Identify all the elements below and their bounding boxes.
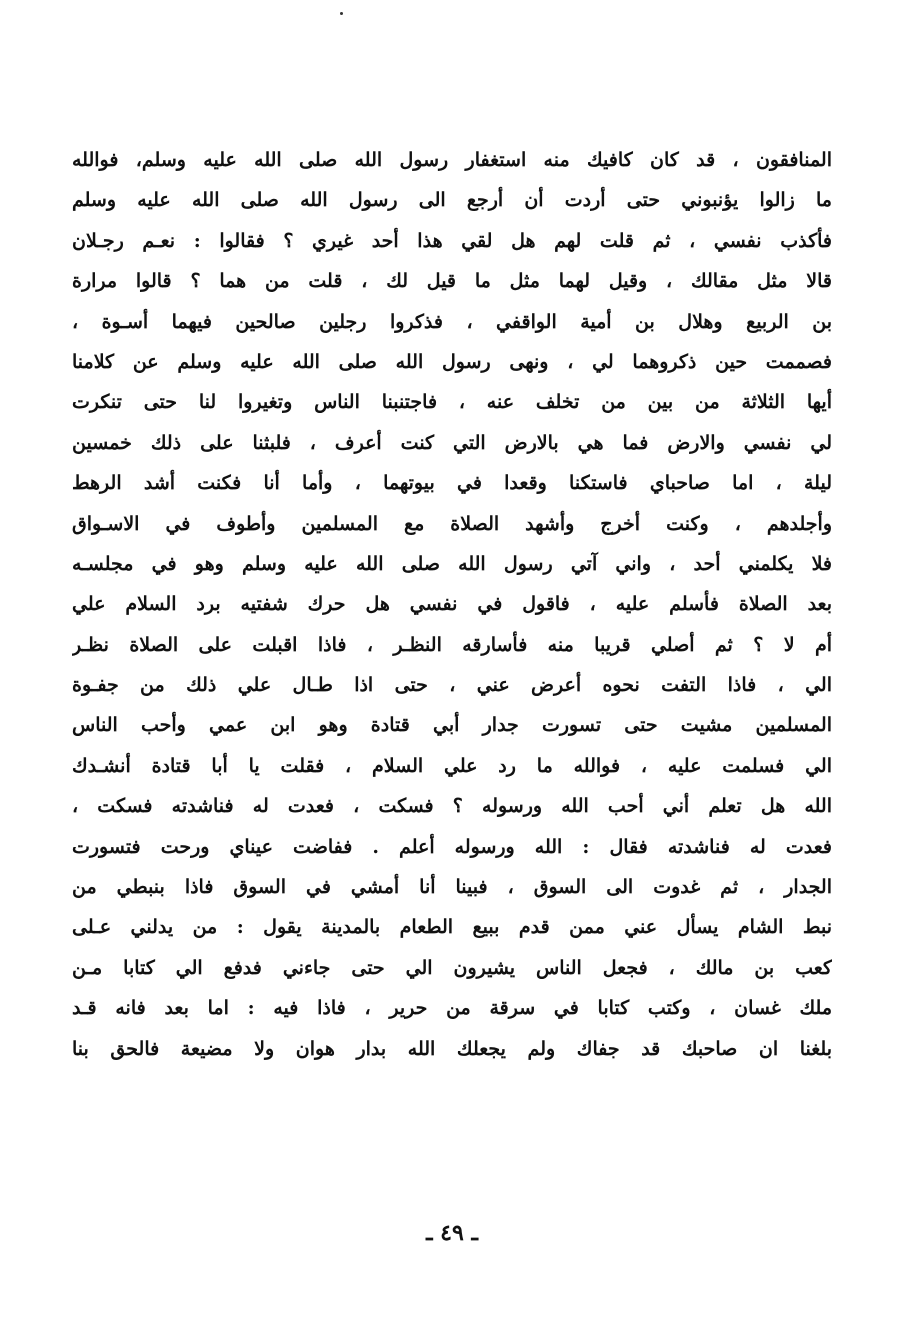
text-line: الجدار ، ثم غدوت الى السوق ، فبينا أنا أمشي في السوق فاذا بنبطي من (72, 876, 832, 899)
text-line: بعد الصلاة فأسلم عليه ، فاقول في نفسي هل حرك شفتيه برد السلام علي (72, 593, 832, 616)
text-line: أيها الثلاثة من بين من تخلف عنه ، فاجتنبنا الناس وتغيروا لنا حتى تنكرت (72, 391, 832, 414)
text-line: المسلمين مشيت حتى تسورت جدار أبي قتادة وهو ابن عمي وأحب الناس (72, 714, 832, 737)
text-line: وأجلدهم ، وكنت أخرج وأشهد الصلاة مع المسلمين وأطوف في الاسـواق (72, 512, 832, 535)
scan-speck (340, 12, 343, 15)
body-text (72, 140, 832, 1069)
text-line: نبط الشام يسأل عني ممن قدم ببيع الطعام بالمدينة يقول : من يدلني عـلى (72, 916, 832, 939)
text-line: كعب بن مالك ، فجعل الناس يشيرون الي حتى جاءني فدفع الي كتابا مـن (72, 956, 832, 979)
text-line: بن الربيع وهلال بن أمية الواقفي ، فذكروا رجلين صالحين فيهما أسـوة ، (72, 310, 832, 333)
text-line: ملك غسان ، وكتب كتابا في سرقة من حرير ، فاذا فيه : اما بعد فانه قـد (72, 997, 832, 1020)
text-line: أم لا ؟ ثم أصلي قريبا منه فأسارقه النظـر ، فاذا اقبلت على الصلاة نظـر (72, 633, 832, 656)
text-line: المنافقون ، قد كان كافيك منه استغفار رسول الله صلى الله عليه وسلم، فوالله (72, 149, 832, 171)
text-line: ليلة ، اما صاحباي فاستكنا وقعدا في بيوتهما ، وأما أنا فكنت أشد الرهط (72, 472, 832, 495)
text-line: الي ، فاذا التفت نحوه أعرض عني ، حتى اذا طـال علي ذلك من جفـوة (72, 674, 832, 697)
text-line: الي فسلمت عليه ، فوالله ما رد علي السلام ، فقلت يا أبا قتادة أنشـدك (72, 754, 832, 777)
text-line: فأكذب نفسي ، ثم قلت لهم هل لقي هذا أحد غيري ؟ فقالوا : نعـم رجـلان (72, 229, 832, 252)
text-line: قالا مثل مقالك ، وقيل لهما مثل ما قيل لك ، قلت من هما ؟ قالوا مرارة (72, 270, 832, 293)
text-line: فعدت له فناشدته فقال : الله ورسوله أعلم . ففاضت عيناي ورحت فتسورت (72, 835, 832, 858)
text-line: فلا يكلمني أحد ، واني آتي رسول الله صلى الله عليه وسلم وهو في مجلسـه (72, 552, 832, 575)
text-line: بلغنا ان صاحبك قد جفاك ولم يجعلك الله بدار هوان ولا مضيعة فالحق بنا (72, 1037, 832, 1060)
page-number: ـ ٤٩ ـ (426, 1220, 478, 1246)
text-line: لي نفسي والارض فما هي بالارض التي كنت أعرف ، فلبثنا على ذلك خمسين (72, 431, 832, 454)
text-line: الله هل تعلم أني أحب الله ورسوله ؟ فسكت ، فعدت له فناشدته فسكت ، (72, 795, 832, 818)
text-line: فصممت حين ذكروهما لي ، ونهى رسول الله صلى الله عليه وسلم عن كلامنا (72, 350, 832, 373)
text-line: ما زالوا يؤنبوني حتى أردت أن أرجع الى رسول الله صلى الله عليه وسلم (72, 189, 832, 212)
